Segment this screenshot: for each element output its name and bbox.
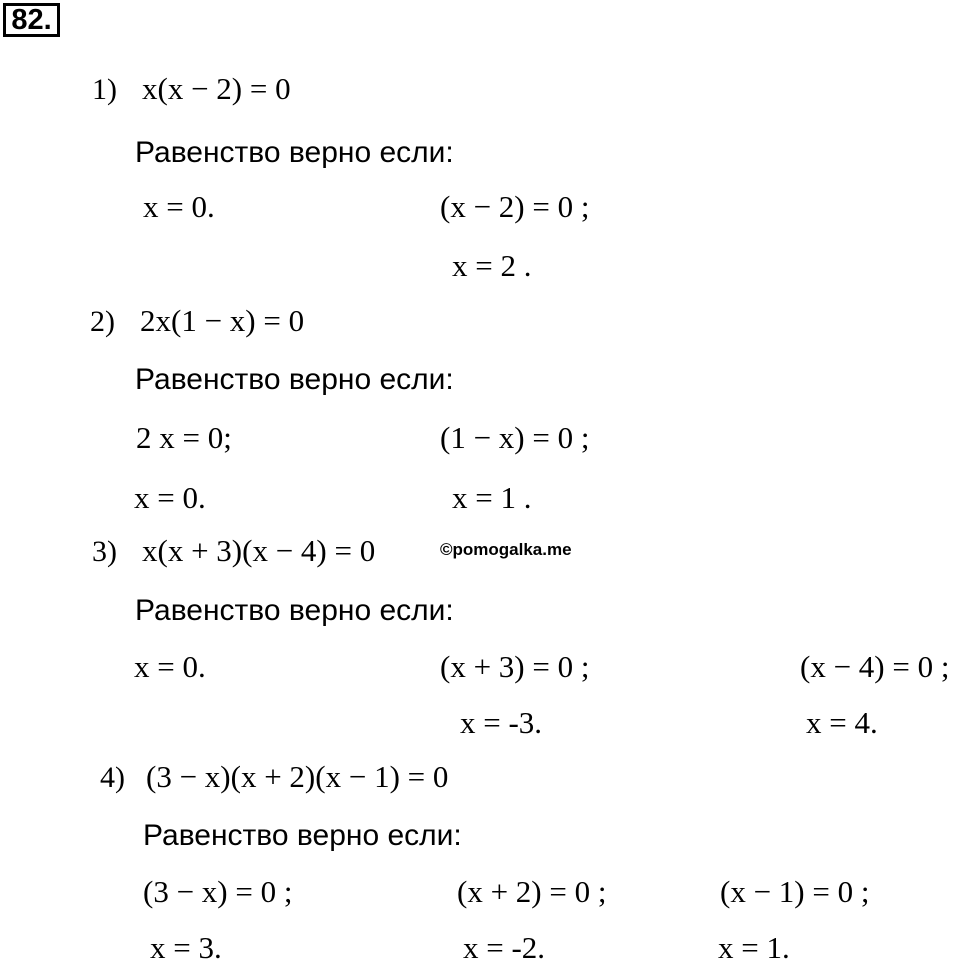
problem-number: 82. — [3, 3, 60, 37]
part-4-solution-3: x = 1. — [718, 930, 790, 965]
part-4-label: 4) — [100, 761, 125, 794]
part-2-factor-2: (1 − x) = 0 ; — [440, 420, 590, 455]
part-3-equation: x(x + 3)(x − 4) = 0 — [142, 533, 376, 568]
watermark: ©pomogalka.me — [440, 540, 572, 559]
part-2-label: 2) — [90, 305, 115, 338]
part-4-solution-1: x = 3. — [150, 930, 222, 965]
part-2-solution-2: x = 1 . — [452, 480, 532, 515]
part-3-factor-1: x = 0. — [134, 649, 206, 684]
part-2-factor-1: 2 x = 0; — [136, 420, 232, 455]
part-4-condition: Равенство верно если: — [143, 819, 462, 852]
part-2-condition: Равенство верно если: — [135, 363, 454, 396]
part-3-solution-2: x = -3. — [460, 705, 543, 740]
part-1-factor-1: x = 0. — [143, 189, 215, 224]
part-3-condition: Равенство верно если: — [135, 594, 454, 627]
part-1-solution-2: x = 2 . — [452, 248, 532, 283]
part-4-factor-3: (x − 1) = 0 ; — [720, 874, 870, 909]
part-3-factor-3: (x − 4) = 0 ; — [800, 649, 950, 684]
part-4-factor-1: (3 − x) = 0 ; — [143, 874, 293, 909]
part-3-solution-3: x = 4. — [806, 705, 878, 740]
part-3-label: 3) — [92, 535, 117, 568]
part-2-equation: 2x(1 − x) = 0 — [140, 303, 305, 338]
part-1-factor-2: (x − 2) = 0 ; — [440, 189, 590, 224]
part-1-label: 1) — [92, 73, 117, 106]
part-4-solution-2: x = -2. — [463, 930, 546, 965]
part-4-equation: (3 − x)(x + 2)(x − 1) = 0 — [146, 759, 449, 794]
part-1-equation: x(x − 2) = 0 — [142, 71, 291, 106]
part-1-condition: Равенство верно если: — [135, 136, 454, 169]
part-3-factor-2: (x + 3) = 0 ; — [440, 649, 590, 684]
part-4-factor-2: (x + 2) = 0 ; — [457, 874, 607, 909]
part-2-solution-1: x = 0. — [134, 480, 206, 515]
